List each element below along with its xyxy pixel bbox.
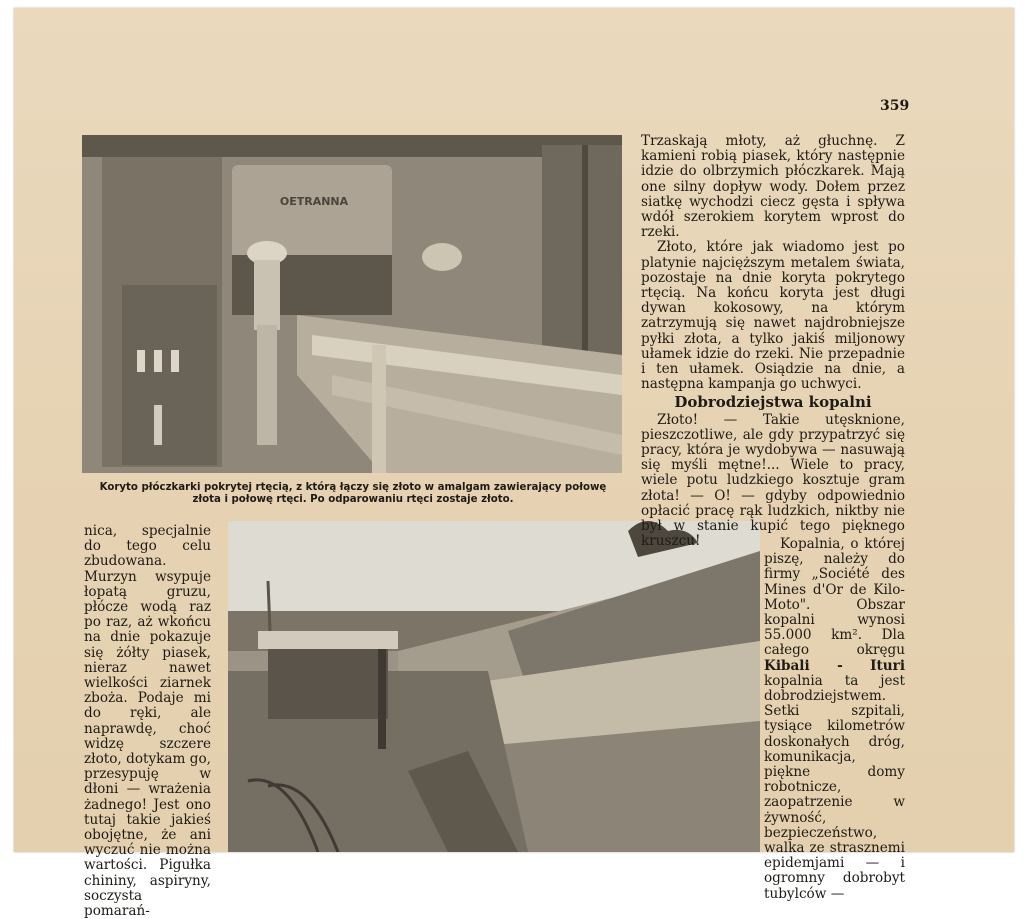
- page-number: 359: [880, 98, 910, 114]
- paragraph-benefits: kopalnia ta jest dobrodziejstwem. Setki szpitali, tysiące kilometrów doskonałych dróg, komunikacja, piękne domy robotnicze, zaopatrzenie w żywność, bezpieczeństwo, walka ze strasznemi epidemjami — i ogromny dobrobyt tubylców —: [764, 672, 905, 902]
- section-heading: Dobrodziejstwa kopalni: [674, 393, 872, 412]
- paragraph-gold-mercury: Złoto, które jak wiadomo jest po platynie najcięższym metalem świata, pozostaje na dnie koryta pokrytego rtęcią. Na końcu koryta jest długi dywan kokosowy, na którym zatrzymują się nawet najdrobniejsze pyłki złota, a tylko jakiś miljonowy ułamek idzie do rzeki. Nie przepadnie i ten ułamek. Osiądzie na dnie, a następna kampanja go uchwyci.: [641, 239, 905, 393]
- narrow-right-column-text: [764, 537, 905, 902]
- photo-washing-trough: [82, 135, 622, 473]
- paragraph-gold-labor: Złoto! — Takie utęsknione, pieszczotliwe, ale gdy przypatrzyć się pracy, która je wydobywa — nasuwają się myśli mętne!... Wiele to pracy, wiele potu ludzkiego kosztuje gram złota! — O! — gdyby odpowiednio opłacić pracę rąk ludzkich, niktby nie był w stanie kupić tego pięknego kruszcu!: [641, 411, 905, 550]
- left-column-text: [84, 524, 211, 919]
- photo-trough-illustration: [82, 135, 622, 473]
- photo-open-pit-mine: [228, 521, 760, 852]
- paragraph-hammers: Trzaskają młoty, aż głuchnę. Z kamieni robią piasek, który następnie idzie do olbrzymich płóczkarek. Mają one silny dopływ wody. Dołem przez siatkę wychodzi ciecz gęsta i spływa wdół szerokiem korytem wprost do rzeki.: [641, 133, 905, 241]
- right-column-text: [641, 134, 905, 549]
- photo-caption: Koryto płóczkarki pokrytej rtęcią, z którą łączy się złoto w amalgam zawierający połowę złota i połowę rtęci. Po odparowaniu rtęci zostaje złoto.: [99, 482, 607, 505]
- paragraph-mine-owner: Kopalnia, o której piszę, należy do firmy „Société des Mines d'Or de Kilo-Moto". Obszar kopalni wynosi 55.000 km². Dla całego okręgu: [764, 536, 905, 659]
- region-name: Kibali - Ituri: [764, 657, 905, 674]
- paragraph-gold-washing: nica, specjalnie do tego celu zbudowana. Murzyn wsypuje łopatą gruzu, płócze wodą raz po raz, aż wkońcu na dnie pokazuje się żółty piasek, nieraz nawet wielkości ziarnek zboża. Podaje mi do ręki, ale naprawdę, choć widzę szczere złoto, dotykam go, przesypuję w dłoni — wrażenia żadnego! Jest ono tutaj takie jakieś obojętne, że ani wyczuć nie można wartości. Pigułka chininy, aspiryny, soczysta pomarań-: [84, 523, 211, 919]
- photo-mine-illustration: [228, 521, 760, 852]
- machine-label: OETRANNA: [279, 195, 349, 208]
